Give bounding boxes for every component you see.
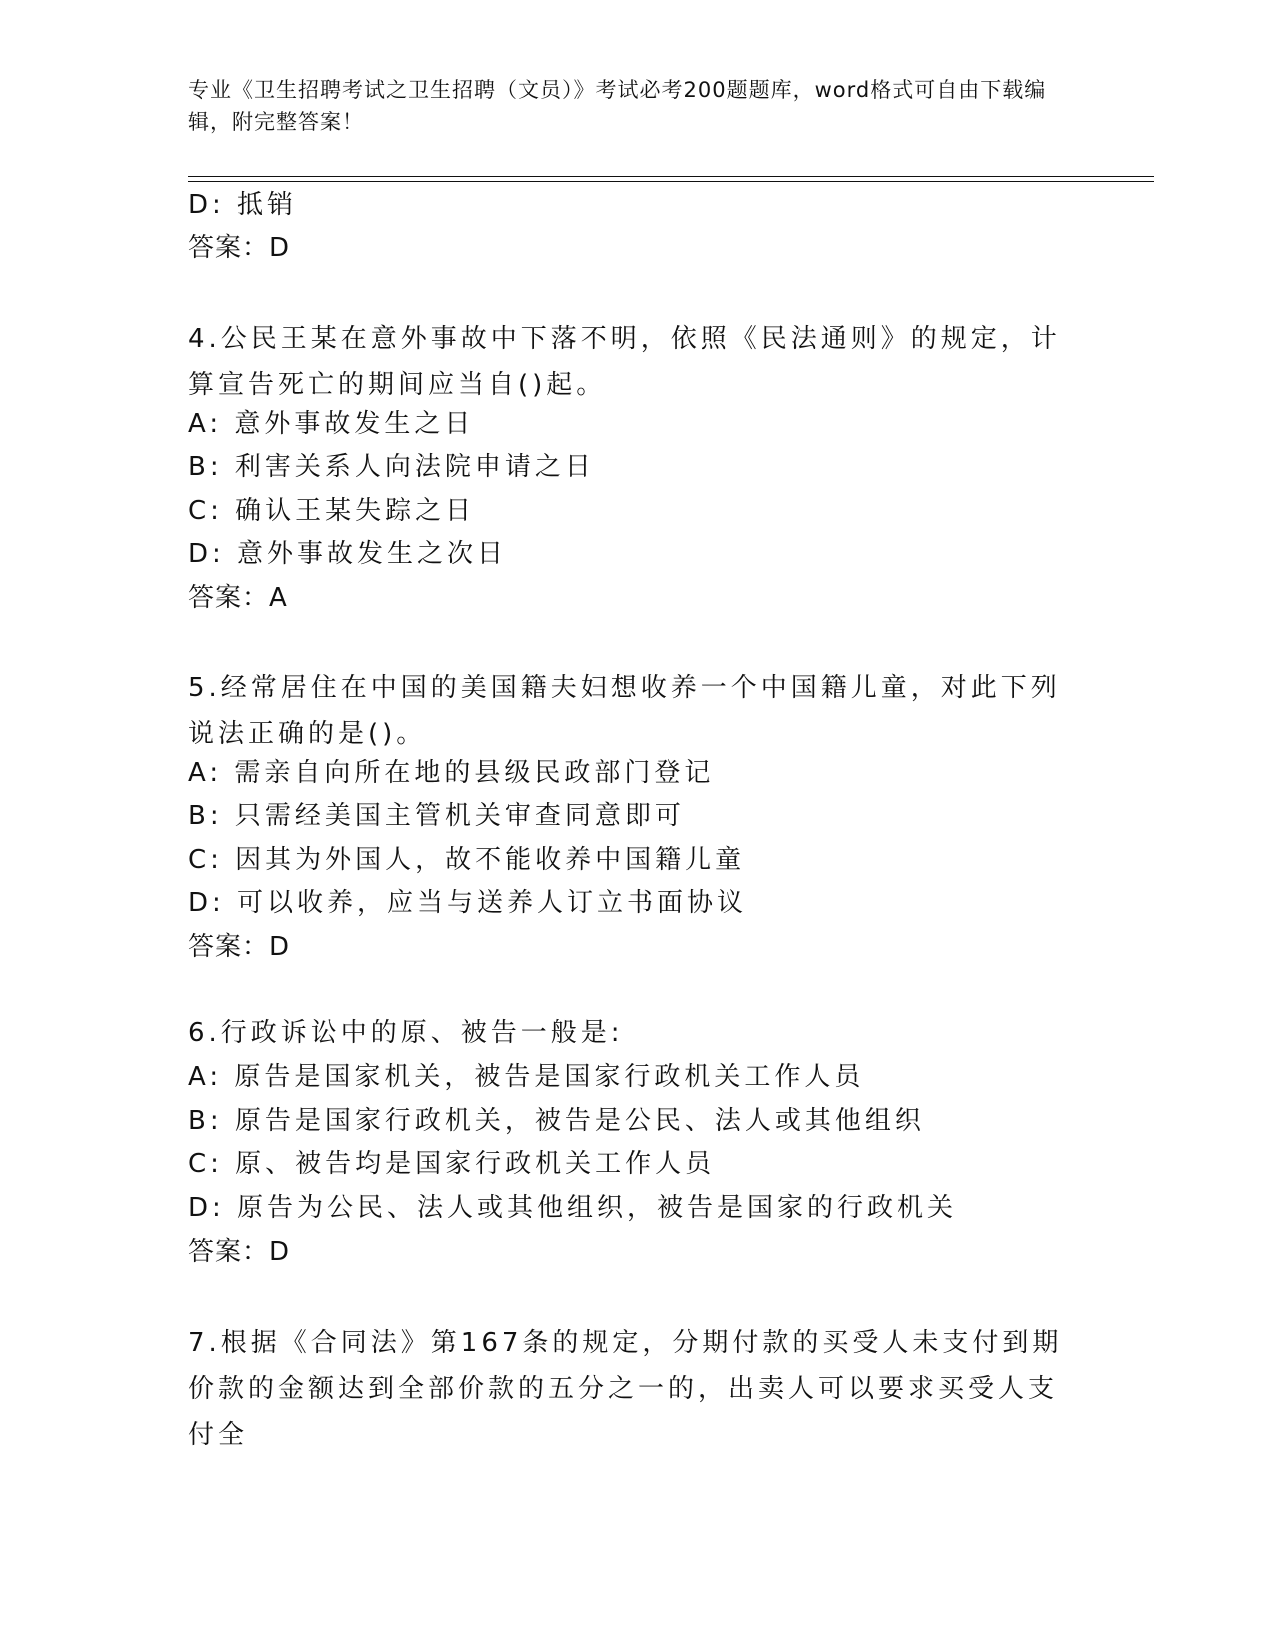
question-6-option-a: A: 原告是国家机关，被告是国家行政机关工作人员: [188, 1062, 865, 1092]
question-6-option-c: C: 原、被告均是国家行政机关工作人员: [188, 1149, 716, 1179]
question-5-answer: 答案：D: [188, 932, 291, 962]
question-4-option-b: B: 利害关系人向法院申请之日: [188, 452, 595, 482]
header-divider: [188, 176, 1154, 177]
question-4-option-d: D: 意外事故发生之次日: [188, 539, 508, 569]
question-6-stem: 6.行政诉讼中的原、被告一般是:: [188, 1018, 624, 1048]
fragment-option-d: D: 抵销: [188, 190, 298, 220]
question-4-option-a: A: 意外事故发生之日: [188, 409, 475, 439]
question-5-option-a: A: 需亲自向所在地的县级民政部门登记: [188, 758, 715, 788]
question-7-stem: 7.根据《合同法》第167条的规定，分期付款的买受人未支付到期价款的金额达到全部价款的五分之一的，出卖人可以要求买受人支付全: [188, 1328, 1063, 1450]
question-6-option-d: D: 原告为公民、法人或其他组织，被告是国家的行政机关: [188, 1193, 958, 1223]
question-6-option-b: B: 原告是国家行政机关，被告是公民、法人或其他组织: [188, 1106, 925, 1136]
question-5-stem: 5.经常居住在中国的美国籍夫妇想收养一个中国籍儿童，对此下列说法正确的是()。: [188, 673, 1061, 749]
document-header: 专业《卫生招聘考试之卫生招聘（文员）》考试必考200题题库，word格式可自由下载编辑，附完整答案！: [188, 78, 1047, 134]
question-5-option-c: C: 因其为外国人，故不能收养中国籍儿童: [188, 845, 746, 875]
question-6-answer: 答案：D: [188, 1237, 291, 1267]
question-4-answer: 答案：A: [188, 583, 288, 613]
question-4-option-c: C: 确认王某失踪之日: [188, 496, 476, 526]
fragment-answer: 答案：D: [188, 233, 291, 263]
question-5-option-d: D: 可以收养，应当与送养人订立书面协议: [188, 888, 748, 918]
header-divider-secondary: [188, 181, 1154, 182]
question-4-stem: 4.公民王某在意外事故中下落不明，依照《民法通则》的规定，计算宣告死亡的期间应当自()起。: [188, 324, 1061, 400]
question-5-option-b: B: 只需经美国主管机关审查同意即可: [188, 801, 685, 831]
